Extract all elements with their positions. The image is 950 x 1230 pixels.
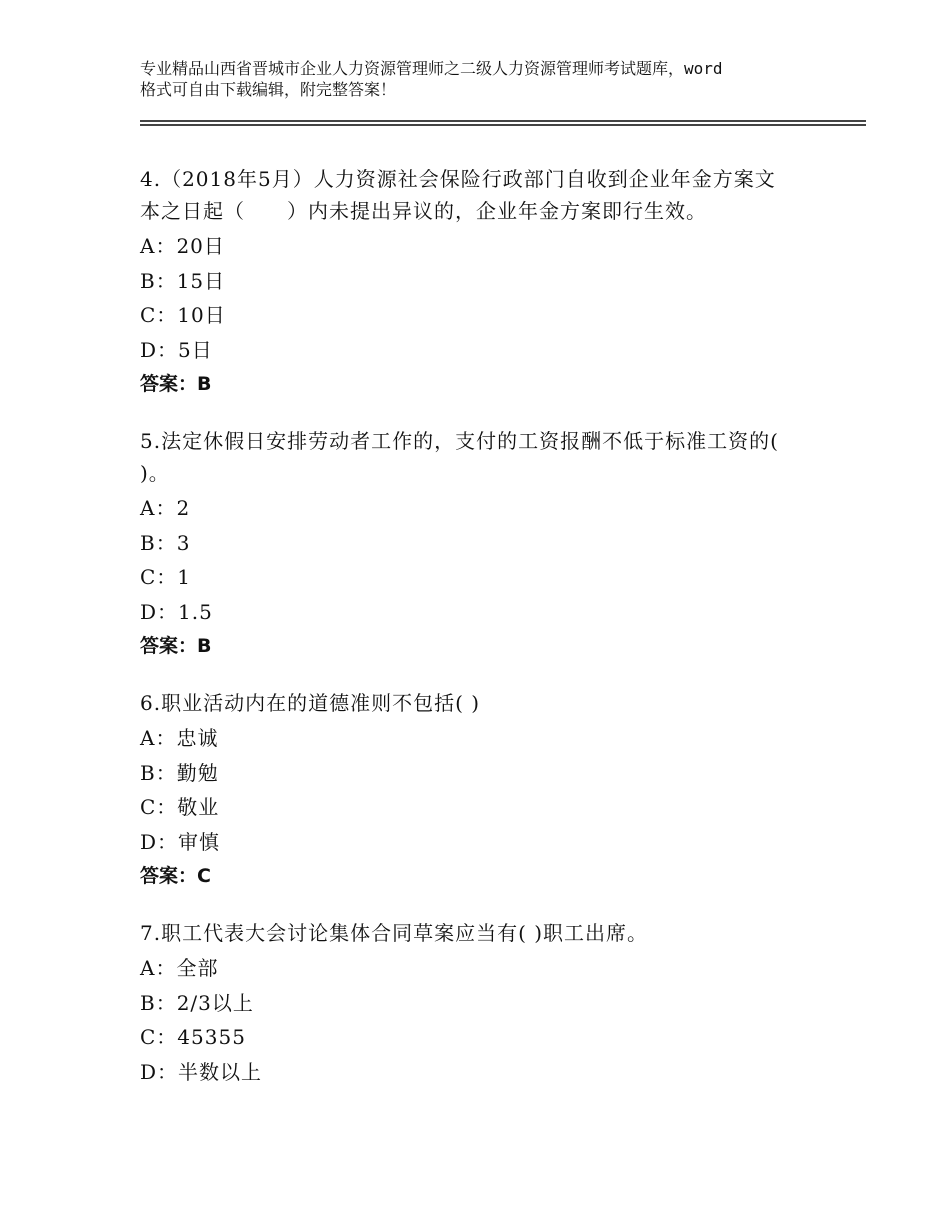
header-title-line-1: 专业精品山西省晋城市企业人力资源管理师之二级人力资源管理师考试题库，word xyxy=(140,59,723,78)
answer-key: 答案：C xyxy=(140,865,211,887)
question-6 xyxy=(140,687,840,893)
option-a: A：忠诚 xyxy=(140,726,219,750)
option-b: B：勤勉 xyxy=(140,760,219,785)
question-stem xyxy=(140,687,840,719)
option-a: A：2 xyxy=(140,496,191,520)
option-c: C：10日 xyxy=(140,303,226,327)
question-stem-line: )。 xyxy=(140,461,170,485)
option-a: A：全部 xyxy=(140,956,219,980)
header-divider-top xyxy=(140,120,866,122)
question-stem-line: 7.职工代表大会讨论集体合同草案应当有( )职工出席。 xyxy=(140,921,649,945)
question-stem-line: 4.（2018年5月）人力资源社会保险行政部门自收到企业年金方案文 xyxy=(140,167,776,191)
question-stem xyxy=(140,917,840,949)
question-stem-line: 5.法定休假日安排劳动者工作的，支付的工资报酬不低于标准工资的( xyxy=(140,429,779,453)
question-stem-line: 6.职业活动内在的道德准则不包括( ) xyxy=(140,691,481,715)
document-header xyxy=(140,58,840,100)
option-c: C：45355 xyxy=(140,1025,246,1049)
answer-key: 答案：B xyxy=(140,373,212,395)
question-7 xyxy=(140,917,840,1089)
option-b: B：2/3以上 xyxy=(140,990,254,1015)
question-stem xyxy=(140,425,840,489)
option-c: C：1 xyxy=(140,565,192,589)
option-a: A：20日 xyxy=(140,234,225,258)
answer-key: 答案：B xyxy=(140,635,212,657)
option-d: D：半数以上 xyxy=(140,1059,263,1084)
question-stem-line: 本之日起（ ）内未提出异议的，企业年金方案即行生效。 xyxy=(140,199,707,223)
option-d: D：审慎 xyxy=(140,829,221,854)
question-4 xyxy=(140,163,840,401)
header-title-line-2: 格式可自由下载编辑，附完整答案！ xyxy=(140,80,397,99)
option-b: B：3 xyxy=(140,530,191,555)
option-d: D：1.5 xyxy=(140,599,213,624)
option-d: D：5日 xyxy=(140,337,213,362)
option-b: B：15日 xyxy=(140,268,226,293)
header-divider-bottom xyxy=(140,124,866,126)
question-stem xyxy=(140,163,840,227)
question-5 xyxy=(140,425,840,663)
option-c: C：敬业 xyxy=(140,795,220,819)
question-list xyxy=(140,163,840,1113)
